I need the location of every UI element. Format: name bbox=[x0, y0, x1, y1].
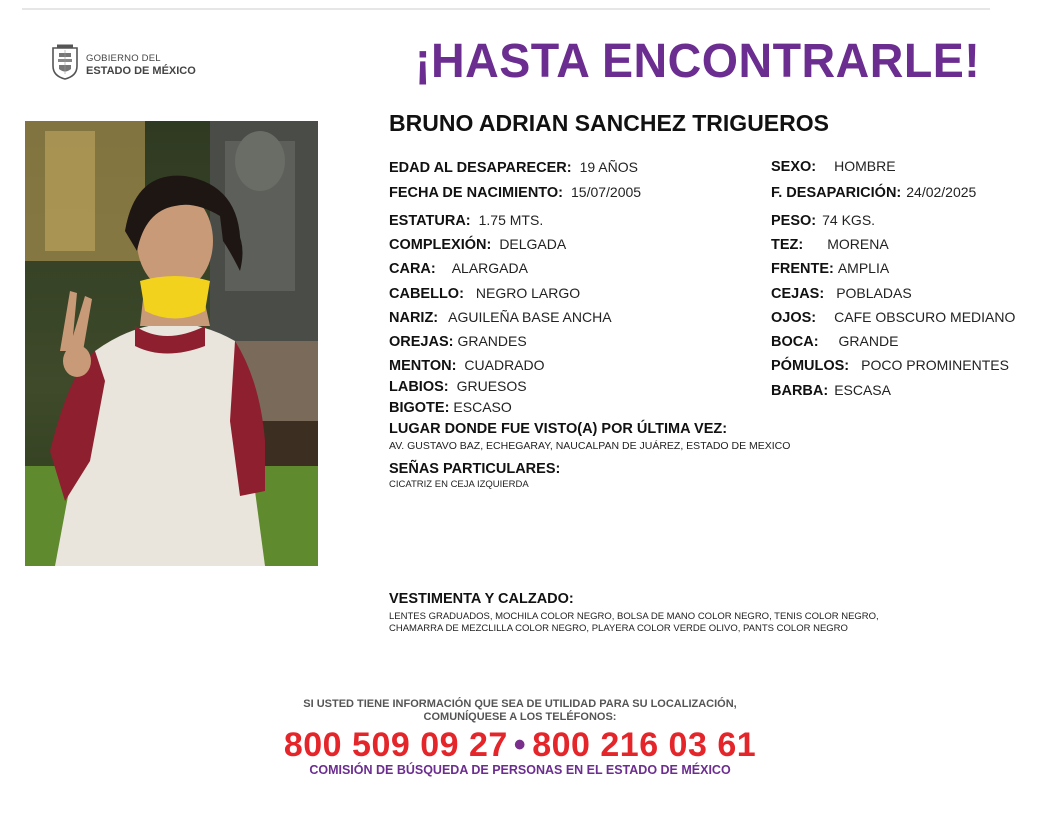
phone-separator: • bbox=[513, 726, 527, 764]
field-value: GRANDE bbox=[838, 333, 899, 349]
field-value: 74 KGS. bbox=[822, 212, 876, 228]
field-value: AMPLIA bbox=[837, 260, 890, 276]
info-line-2: COMUNÍQUESE A LOS TELÉFONOS: bbox=[423, 711, 617, 723]
field-value: 15/07/2005 bbox=[571, 184, 642, 200]
field-hair bbox=[389, 285, 580, 303]
field-face bbox=[389, 260, 528, 278]
field-birthdate bbox=[389, 184, 641, 202]
field-label: OREJAS: bbox=[389, 334, 454, 350]
field-label: CARA: bbox=[389, 261, 436, 277]
field-value: 1.75 MTS. bbox=[478, 212, 544, 228]
field-weight bbox=[771, 212, 875, 230]
field-mustache bbox=[389, 399, 512, 417]
state-seal-icon bbox=[50, 44, 80, 80]
logo-line-2: ESTADO DE MÉXICO bbox=[86, 65, 196, 77]
field-value: NEGRO LARGO bbox=[475, 285, 581, 301]
field-label: FECHA DE NACIMIENTO: bbox=[389, 185, 563, 201]
phone-number-1[interactable]: 800 509 09 27 bbox=[283, 726, 508, 764]
field-build bbox=[389, 236, 566, 254]
field-label: BARBA: bbox=[771, 383, 829, 399]
field-eyes bbox=[771, 309, 1015, 327]
field-label: TEZ: bbox=[771, 237, 804, 253]
field-value: POBLADAS bbox=[836, 285, 912, 301]
headline: ¡HASTA ENCONTRARLE! bbox=[415, 35, 981, 88]
field-label: SEXO: bbox=[771, 159, 817, 175]
field-height bbox=[389, 212, 543, 230]
field-label: F. DESAPARICIÓN: bbox=[771, 185, 902, 201]
field-label: CEJAS: bbox=[771, 286, 825, 302]
field-value: ALARGADA bbox=[451, 260, 528, 276]
logo-line-1: GOBIERNO DEL bbox=[86, 53, 161, 64]
marks-value: CICATRIZ EN CEJA IZQUIERDA bbox=[389, 479, 529, 490]
field-label: EDAD AL DESAPARECER: bbox=[389, 160, 572, 176]
last-seen-value: AV. GUSTAVO BAZ, ECHEGARAY, NAUCALPAN DE JUÁREZ, ESTADO DE MEXICO bbox=[389, 440, 791, 452]
person-photo-illustration bbox=[25, 121, 318, 566]
field-label: PESO: bbox=[771, 213, 817, 229]
info-line-1: SI USTED TIENE INFORMACIÓN QUE SEA DE UTILIDAD PARA SU LOCALIZACIÓN, bbox=[303, 698, 737, 710]
field-eyebrows bbox=[771, 285, 912, 303]
field-label: PÓMULOS: bbox=[771, 358, 850, 374]
commission-name: COMISIÓN DE BÚSQUEDA DE PERSONAS EN EL ESTADO DE MÉXICO bbox=[309, 763, 731, 777]
field-value: GRANDES bbox=[457, 333, 527, 349]
field-value: CUADRADO bbox=[464, 357, 545, 373]
field-lips bbox=[389, 378, 527, 396]
phone-numbers bbox=[0, 726, 1040, 765]
clothing-line-2: CHAMARRA DE MEZCLILLA COLOR NEGRO, PLAYERA COLOR VERDE OLIVO, PANTS COLOR NEGRO bbox=[389, 623, 848, 634]
field-label: LABIOS: bbox=[389, 379, 449, 395]
clothing-label: VESTIMENTA Y CALZADO: bbox=[389, 591, 574, 607]
field-forehead bbox=[771, 260, 889, 278]
field-value: POCO PROMINENTES bbox=[861, 357, 1009, 373]
marks-label: SEÑAS PARTICULARES: bbox=[389, 461, 561, 477]
field-value: DELGADA bbox=[499, 236, 567, 252]
field-label: CABELLO: bbox=[389, 286, 464, 302]
field-label: COMPLEXIÓN: bbox=[389, 237, 492, 253]
field-value: MORENA bbox=[827, 236, 889, 252]
field-label: MENTON: bbox=[389, 358, 457, 374]
field-value: 24/02/2025 bbox=[906, 184, 977, 200]
field-label: FRENTE: bbox=[771, 261, 834, 277]
field-label: NARIZ: bbox=[389, 310, 439, 326]
field-sex bbox=[771, 158, 896, 176]
person-photo bbox=[25, 121, 318, 566]
field-nose bbox=[389, 309, 612, 327]
field-value: AGUILEÑA BASE ANCHA bbox=[448, 309, 612, 325]
top-divider bbox=[22, 8, 990, 10]
field-complexion bbox=[771, 236, 889, 254]
field-value: CAFE OBSCURO MEDIANO bbox=[834, 309, 1016, 325]
field-cheekbones bbox=[771, 357, 1009, 375]
field-label: BIGOTE: bbox=[389, 400, 450, 416]
phone-number-2[interactable]: 800 216 03 61 bbox=[532, 726, 757, 764]
government-logo bbox=[50, 44, 210, 84]
field-disappearance-date bbox=[771, 184, 976, 202]
field-label: OJOS: bbox=[771, 310, 817, 326]
field-label: BOCA: bbox=[771, 334, 819, 350]
field-value: 19 AÑOS bbox=[579, 159, 638, 175]
field-age bbox=[389, 159, 638, 177]
field-value: ESCASO bbox=[453, 399, 512, 415]
field-mouth bbox=[771, 333, 898, 351]
field-label: ESTATURA: bbox=[389, 213, 471, 229]
field-chin bbox=[389, 357, 545, 375]
field-value: ESCASA bbox=[834, 382, 891, 398]
last-seen-label: LUGAR DONDE FUE VISTO(A) POR ÚLTIMA VEZ: bbox=[389, 421, 728, 437]
field-value: GRUESOS bbox=[456, 378, 527, 394]
field-value: HOMBRE bbox=[834, 158, 896, 174]
field-ears bbox=[389, 333, 527, 351]
clothing-line-1: LENTES GRADUADOS, MOCHILA COLOR NEGRO, BOLSA DE MANO COLOR NEGRO, TENIS COLOR NEGRO, bbox=[389, 611, 879, 622]
person-name: BRUNO ADRIAN SANCHEZ TRIGUEROS bbox=[389, 110, 829, 136]
field-beard bbox=[771, 382, 891, 400]
